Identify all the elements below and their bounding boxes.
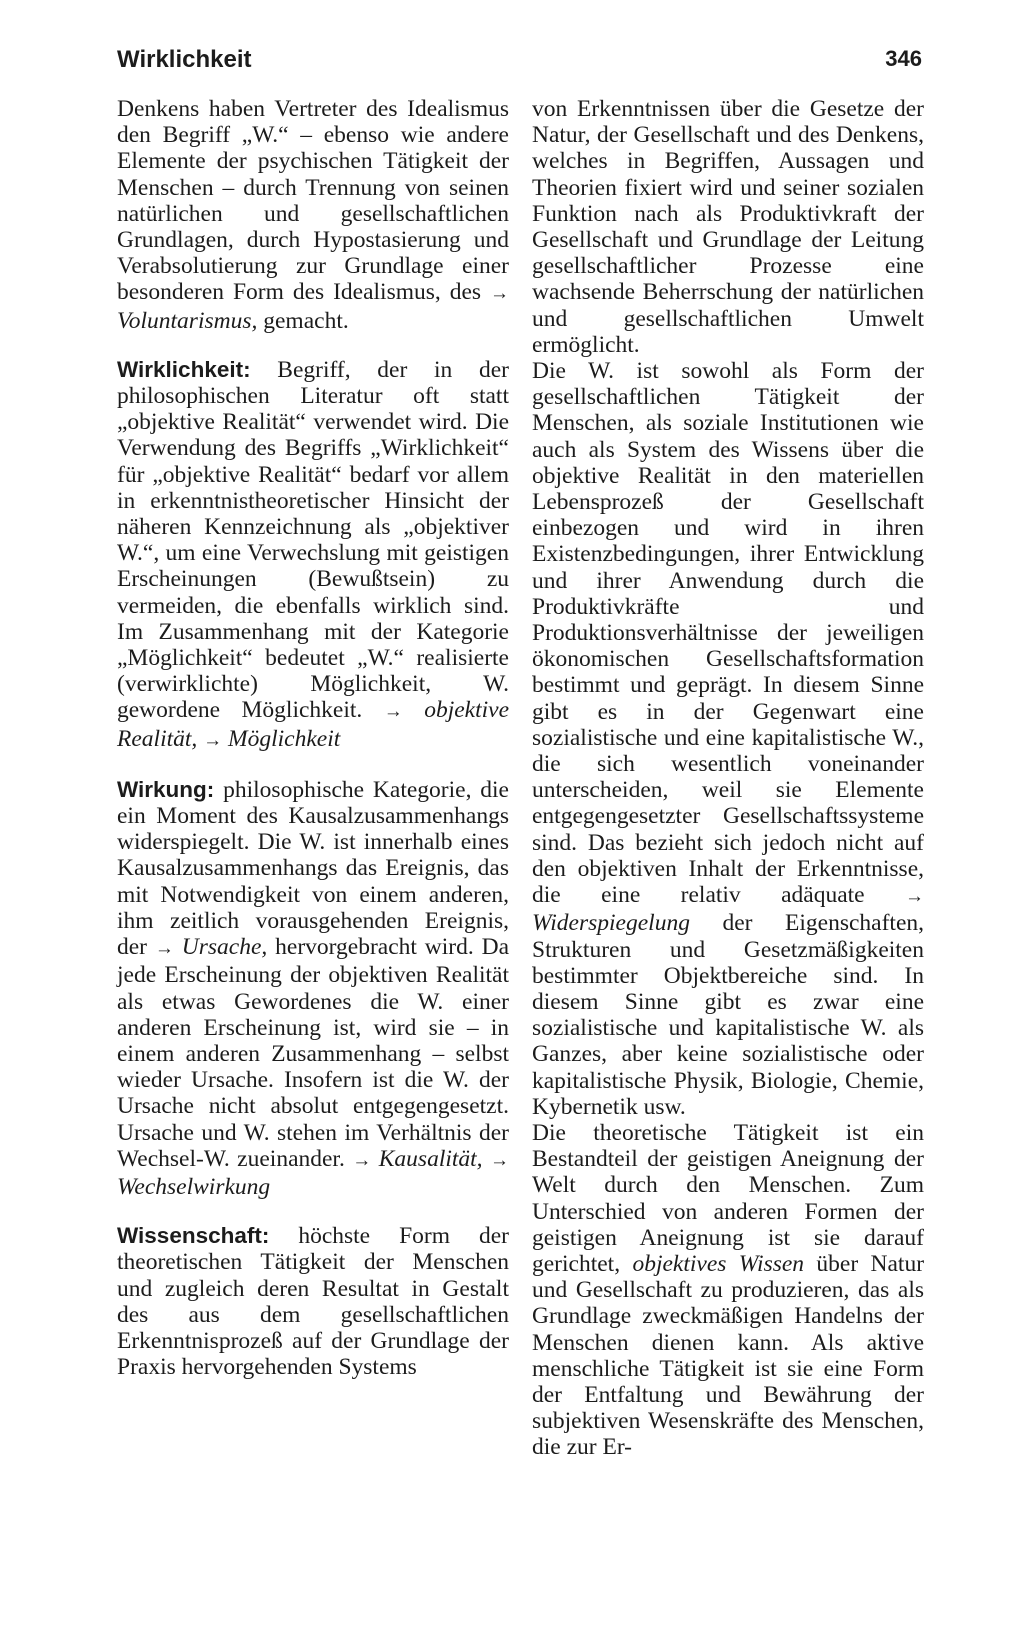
- cross-reference: Wechselwirkung: [117, 1173, 271, 1200]
- paragraph-text: der Eigenschaften, Strukturen und Gesetzmäßigkeiten bestimmter Objektbereiche sind. In diesem Sinne gibt es zwar eine sozialistische und kapitalistische W. als Ganzes, aber keine sozialistische oder kapitalistische Physik, Biologie, Chemie, Kybernetik usw.: [532, 910, 924, 1120]
- paragraph-text: Denkens haben Vertreter des Idealismus den Begriff „W.“ – ebenso wie andere Elemente der psychischen Tätigkeit der Menschen – durch Trennung von seinen natürlichen und gesellschaftlichen Grundlagen, durch Hypostasierung und Verabsolutierung zur Grundlage einer besonderen Form des Idealismus, des: [117, 96, 509, 306]
- page-header: [117, 46, 922, 86]
- emphasis: objektives Wissen: [632, 1250, 805, 1277]
- paragraph-text: Die W. ist sowohl als Form der gesellschaftlichen Tätigkeit der Menschen, als soziale Institutionen wie auch als System des Wissens über die objektive Realität in den materiellen Lebensprozeß der Gesellschaft einbezogen und wird in ihren Existenzbedingungen, ihrer Entwicklung und ihrer Anwendung durch die Produktivkräfte und Produktionsverhältnisse der jeweiligen ökonomischen Gesellschaftsformation bestimmt und geprägt. In diesem Sinne gibt es in der Gegenwart eine sozialistische und eine kapitalistische W., die sich wesentlich voneinander unterscheiden, weil sie Elemente entgegengesetzter Gesellschaftssysteme sind. Das bezieht sich jedoch nicht auf den objektiven Inhalt der Erkenntnisse, die eine relativ adäquate: [532, 358, 924, 909]
- entry-text: philosophische Kategorie, die ein Moment des Kausalzusammenhangs widerspiegelt. Die W. ist innerhalb eines Kausalzusammenhangs das Ereignis, das mit Notwendigkeit von einem anderen, ihm zeitlich vorausgehenden Ereignis, der: [117, 776, 509, 961]
- cross-reference: objektive Realität,: [117, 697, 510, 752]
- cross-reference-arrow: →: [905, 886, 924, 908]
- entry-headword: Wissenschaft:: [117, 1223, 270, 1249]
- entry-text: Begriff, der in der philosophischen Literatur oft statt „objektive Realität“ verwendet wird. Die Verwendung des Begriffs „Wirklichkeit“ für „objektive Realität“ bedarf vor allem in erkenntnistheoretischer Hinsicht der näheren Kennzeichnung als „objektiver W.“, um eine Verwechslung mit geistigen Erscheinungen (Bewußtsein) zu vermeiden, die ebenfalls wirklich sind. Im Zusammenhang mit der Kategorie „Möglichkeit“ bedeutet „W.“ realisierte (verwirklichte) Möglichkeit, W. gewordene Möglichkeit.: [117, 356, 509, 724]
- cross-reference: Voluntarismus,: [117, 307, 258, 334]
- cross-reference: Kausalität,: [378, 1145, 483, 1172]
- entry-wirkung: [117, 777, 509, 1200]
- paragraph-text: gemacht.: [263, 307, 349, 334]
- paragraph-text: über Natur und Gesellschaft zu produzieren, das als Grundlage zweckmäßigen Handelns der Menschen dienen kann. Als aktive menschliche Tätigkeit ist sie eine Form der Entfaltung und Bewährung der subjektiven Wesenskräfte des Menschen, die zur Er-: [532, 1250, 925, 1461]
- entry-text: hervorgebracht wird. Da jede Erscheinung der objektiven Realität als etwas Gewordenes die W. einer anderen Erscheinung ist, wird sie – in einem anderen Zusammenhang – selbst wieder Ursache. Insofern ist die W. der Ursache nicht absolut entgegengesetzt. Ursache und W. stehen im Verhältnis der Wechsel-W. zueinander.: [117, 934, 510, 1172]
- cross-reference-arrow: →: [154, 938, 174, 960]
- cross-reference: Widerspiegelung: [532, 910, 690, 937]
- cross-reference: Möglichkeit: [228, 725, 341, 752]
- right-column: [532, 96, 924, 1461]
- entry-wissenschaft: [117, 1223, 509, 1380]
- entry-wirklichkeit: [117, 357, 509, 754]
- paragraph: [532, 1120, 924, 1461]
- cross-reference: Ursache,: [181, 934, 268, 961]
- page-number: 346: [885, 46, 922, 71]
- continued-paragraph: [117, 96, 509, 334]
- cross-reference-arrow: →: [383, 701, 403, 723]
- entry-text: höchste Form der theoretischen Tätigkeit der Menschen und zugleich deren Resultat in Gestalt des aus dem gesellschaftlichen Erkenntnisprozeß auf der Grundlage der Praxis hervorgehenden Systems: [117, 1223, 510, 1381]
- entry-headword: Wirklichkeit:: [117, 356, 251, 382]
- cross-reference-arrow: →: [352, 1149, 372, 1171]
- entry-headword: Wirkung:: [117, 776, 215, 802]
- cross-reference-arrow: →: [203, 729, 223, 751]
- paragraph-text: Die theoretische Tätigkeit ist ein Bestandteil der geistigen Aneignung der Welt durch den Menschen. Zum Unterschied von anderen Formen der geistigen Aneignung ist sie darauf gerichtet,: [532, 1119, 924, 1277]
- running-head: Wirklichkeit: [117, 46, 252, 73]
- paragraph: [532, 358, 924, 1120]
- left-column: [117, 96, 509, 1380]
- paragraph: von Erkenntnissen über die Gesetze der Natur, der Gesellschaft und des Denkens, welches in Begriffen, Aussagen und Theorien fixiert wird und seiner sozialen Funktion nach als Produktivkraft der Gesellschaft und Grundlage der Leitung gesellschaftlicher Prozesse eine wachsende Beherrschung der natürlichen und gesellschaftlichen Umwelt ermöglicht.: [532, 96, 924, 358]
- cross-reference-arrow: →: [490, 1149, 510, 1171]
- cross-reference-arrow: →: [490, 283, 510, 305]
